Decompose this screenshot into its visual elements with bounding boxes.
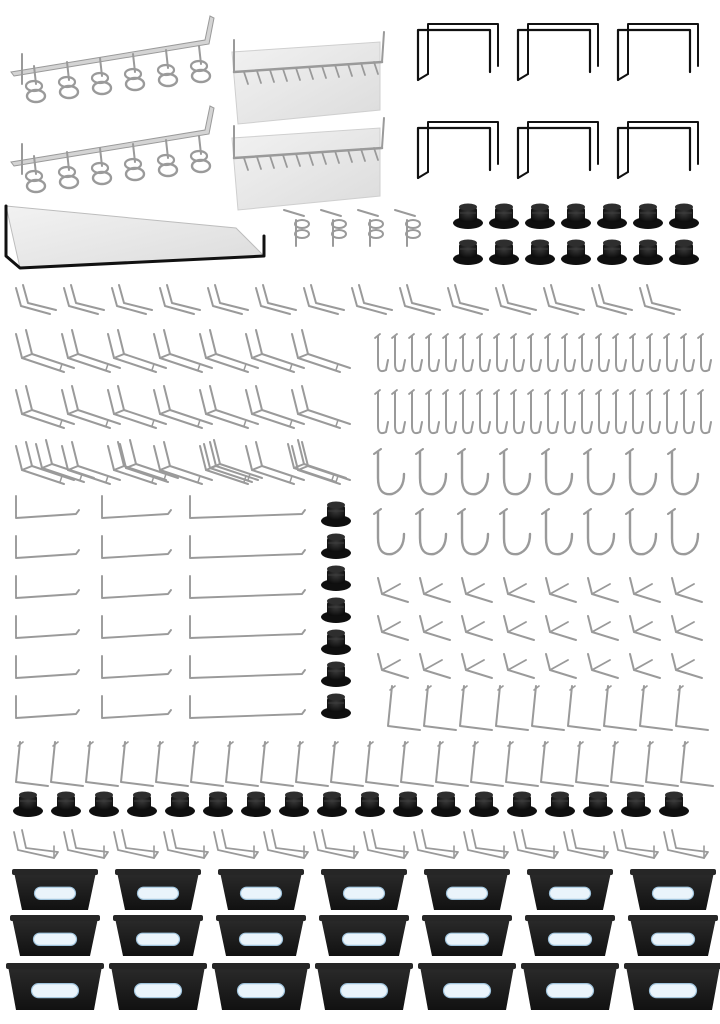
small-prong-hook (496, 285, 536, 314)
tall-l-hook (460, 686, 492, 730)
storage-bin (218, 869, 304, 910)
j-hook (494, 390, 507, 433)
tall-l-hook (401, 742, 433, 786)
tall-l-hook (121, 742, 153, 786)
tall-l-hook (640, 686, 672, 730)
angled-hook (672, 654, 702, 678)
angled-hook (546, 616, 576, 640)
tool-loop (164, 830, 208, 858)
j-hook (426, 334, 439, 371)
black-bin-bracket (518, 122, 598, 178)
angled-hook (588, 654, 618, 678)
tool-loop (14, 830, 58, 858)
u-hook-large (542, 509, 572, 554)
small-ring-hook (321, 210, 346, 246)
tray-shelf (6, 206, 264, 268)
black-bin-bracket (418, 122, 498, 178)
long-double-prong-hook (204, 440, 262, 482)
storage-bin (521, 963, 619, 1010)
small-prong-hook (448, 285, 488, 314)
tool-loop (214, 830, 258, 858)
pegboard-lock (545, 792, 575, 818)
angled-hook (630, 654, 660, 678)
angled-hook (420, 654, 450, 678)
pegboard-lock (89, 792, 119, 818)
tall-l-hook (261, 742, 293, 786)
tall-l-hook (16, 742, 48, 786)
pegboard-lock (393, 792, 423, 818)
l-hook (16, 536, 79, 558)
u-hook-large (374, 449, 404, 494)
j-hook (647, 390, 660, 433)
j-hook (392, 334, 405, 371)
angled-hook (504, 654, 534, 678)
j-hook (698, 390, 711, 433)
tall-l-hook (331, 742, 363, 786)
pegboard-lock (453, 240, 483, 266)
pegboard-lock (561, 204, 591, 230)
tall-l-hook (568, 686, 600, 730)
l-hook (16, 496, 79, 518)
small-prong-hook (112, 285, 152, 314)
l-hook (16, 576, 79, 598)
j-hook (443, 390, 456, 433)
j-hook (698, 334, 711, 371)
storage-bin (527, 869, 613, 910)
pegboard-lock (321, 630, 351, 656)
pegboard-lock (453, 204, 483, 230)
tool-loop (614, 830, 658, 858)
j-hook (613, 390, 626, 433)
pegboard-lock (507, 792, 537, 818)
tall-l-hook (424, 686, 456, 730)
angled-hook (504, 616, 534, 640)
u-hook-large (500, 449, 530, 494)
angled-hook (462, 654, 492, 678)
l-hook (102, 616, 171, 638)
pegboard-lock (633, 240, 663, 266)
angled-hook (630, 616, 660, 640)
tall-l-hook (388, 686, 420, 730)
angled-hook (420, 616, 450, 640)
u-hook-large (374, 509, 404, 554)
j-hook (545, 390, 558, 433)
storage-bin (109, 963, 207, 1010)
pegboard-lock (621, 792, 651, 818)
tool-loop (464, 830, 508, 858)
angled-hook (588, 578, 618, 602)
l-hook (190, 616, 305, 638)
comb-shelf-bracket (232, 32, 384, 124)
l-hook (102, 656, 171, 678)
storage-bin (212, 963, 310, 1010)
j-hook (681, 334, 694, 371)
pegboard-lock (51, 792, 81, 818)
storage-bin (6, 963, 104, 1010)
angled-hook (462, 578, 492, 602)
l-hook (102, 536, 171, 558)
l-hook (190, 696, 305, 718)
small-prong-hook (400, 285, 440, 314)
pegboard-lock (669, 204, 699, 230)
small-prong-hook (256, 285, 296, 314)
pegboard-lock (597, 204, 627, 230)
black-bin-bracket (618, 24, 698, 80)
l-hook (102, 696, 171, 718)
pegboard-lock (321, 566, 351, 592)
j-hook (596, 334, 609, 371)
l-hook (16, 696, 79, 718)
tall-l-hook (576, 742, 608, 786)
l-hook (16, 616, 79, 638)
small-ring-hook (284, 210, 309, 246)
pegboard-lock (321, 694, 351, 720)
small-prong-hook (352, 285, 392, 314)
small-prong-hook (544, 285, 584, 314)
tall-l-hook (296, 742, 328, 786)
u-hook-large (668, 449, 698, 494)
j-hook (579, 390, 592, 433)
small-prong-hook (304, 285, 344, 314)
j-hook (596, 390, 609, 433)
j-hook (613, 334, 626, 371)
pegboard-lock (279, 792, 309, 818)
j-hook (392, 390, 405, 433)
tool-loop (664, 830, 708, 858)
angled-hook (378, 654, 408, 678)
pegboard-lock (355, 792, 385, 818)
j-hook (409, 334, 422, 371)
tall-l-hook (86, 742, 118, 786)
u-hook-large (416, 509, 446, 554)
j-hook (664, 390, 677, 433)
tool-loop (114, 830, 158, 858)
storage-bin (418, 963, 516, 1010)
storage-bin (216, 915, 306, 956)
pegboard-lock (203, 792, 233, 818)
j-hook (579, 334, 592, 371)
j-hook (511, 334, 524, 371)
j-hook (426, 390, 439, 433)
storage-bin (321, 869, 407, 910)
long-double-prong-hook (292, 386, 350, 428)
tool-loop (64, 830, 108, 858)
j-hook (443, 334, 456, 371)
angled-hook (504, 578, 534, 602)
tall-l-hook (436, 742, 468, 786)
small-prong-hook (208, 285, 248, 314)
tall-l-hook (611, 742, 643, 786)
l-hook (190, 656, 305, 678)
l-hook (190, 536, 305, 558)
tall-l-hook (646, 742, 678, 786)
j-hook (647, 334, 660, 371)
storage-bin (628, 915, 718, 956)
j-hook (477, 390, 490, 433)
angled-hook (462, 616, 492, 640)
tall-l-hook (676, 686, 708, 730)
j-hook (409, 390, 422, 433)
l-hook (102, 496, 171, 518)
tall-l-hook (366, 742, 398, 786)
pegboard-lock (321, 598, 351, 624)
angled-hook (420, 578, 450, 602)
long-double-prong-hook (292, 330, 350, 372)
angled-hook (546, 654, 576, 678)
tool-loop (564, 830, 608, 858)
storage-bin (624, 963, 720, 1010)
j-hook (528, 334, 541, 371)
j-hook (494, 334, 507, 371)
tool-loop (514, 830, 558, 858)
pegboard-lock (633, 204, 663, 230)
j-hook (664, 334, 677, 371)
pegboard-lock (597, 240, 627, 266)
pegboard-lock (321, 534, 351, 560)
tall-l-hook (226, 742, 258, 786)
tall-l-hook (681, 742, 713, 786)
black-bin-bracket (618, 122, 698, 178)
j-hook (630, 334, 643, 371)
comb-shelf-bracket (232, 118, 384, 210)
angled-hook (672, 578, 702, 602)
pegboard-lock (489, 204, 519, 230)
pegboard-lock (561, 240, 591, 266)
u-hook-large (500, 509, 530, 554)
tall-l-hook (51, 742, 83, 786)
u-hook-large (458, 509, 488, 554)
j-hook (630, 390, 643, 433)
j-hook (562, 390, 575, 433)
small-prong-hook (160, 285, 200, 314)
pegboard-lock (431, 792, 461, 818)
tall-l-hook (506, 742, 538, 786)
tall-l-hook (496, 686, 528, 730)
black-bin-bracket (518, 24, 598, 80)
tool-loop (314, 830, 358, 858)
l-hook (16, 656, 79, 678)
j-hook (375, 390, 388, 433)
j-hook (511, 390, 524, 433)
double-ring-rack (11, 106, 214, 192)
pegboard-lock (241, 792, 271, 818)
small-prong-hook (64, 285, 104, 314)
pegboard-lock (127, 792, 157, 818)
tool-loop (414, 830, 458, 858)
small-ring-hook (358, 210, 383, 246)
storage-bin (424, 869, 510, 910)
storage-bin (10, 915, 100, 956)
pegboard-lock (489, 240, 519, 266)
pegboard-lock (317, 792, 347, 818)
pegboard-lock (13, 792, 43, 818)
storage-bin (12, 869, 98, 910)
j-hook (375, 334, 388, 371)
double-ring-rack (11, 16, 214, 102)
storage-bin (113, 915, 203, 956)
storage-bin (525, 915, 615, 956)
pegboard-lock (669, 240, 699, 266)
storage-bin (422, 915, 512, 956)
j-hook (460, 334, 473, 371)
storage-bin (115, 869, 201, 910)
tool-loop (264, 830, 308, 858)
tall-l-hook (541, 742, 573, 786)
pegboard-lock (525, 240, 555, 266)
u-hook-large (626, 449, 656, 494)
u-hook-large (584, 449, 614, 494)
small-prong-hook (640, 285, 680, 314)
small-prong-hook (592, 285, 632, 314)
angled-hook (546, 578, 576, 602)
angled-hook (672, 616, 702, 640)
l-hook (102, 576, 171, 598)
u-hook-large (626, 509, 656, 554)
u-hook-large (542, 449, 572, 494)
small-prong-hook (16, 285, 56, 314)
storage-bin (319, 915, 409, 956)
tall-l-hook (604, 686, 636, 730)
tall-l-hook (191, 742, 223, 786)
pegboard-lock (583, 792, 613, 818)
pegboard-lock (525, 204, 555, 230)
storage-bin (630, 869, 716, 910)
storage-bin (315, 963, 413, 1010)
l-hook (190, 576, 305, 598)
u-hook-large (458, 449, 488, 494)
pegboard-lock (165, 792, 195, 818)
j-hook (681, 390, 694, 433)
pegboard-lock (321, 502, 351, 528)
tall-l-hook (156, 742, 188, 786)
pegboard-lock (659, 792, 689, 818)
tool-loop (364, 830, 408, 858)
small-ring-hook (395, 210, 420, 246)
pegboard-lock (321, 662, 351, 688)
j-hook (545, 334, 558, 371)
angled-hook (378, 578, 408, 602)
j-hook (528, 390, 541, 433)
j-hook (477, 334, 490, 371)
u-hook-large (584, 509, 614, 554)
tall-l-hook (471, 742, 503, 786)
u-hook-large (416, 449, 446, 494)
u-hook-large (668, 509, 698, 554)
l-hook (190, 496, 305, 518)
angled-hook (630, 578, 660, 602)
black-bin-bracket (418, 24, 498, 80)
pegboard-lock (469, 792, 499, 818)
tall-l-hook (532, 686, 564, 730)
angled-hook (588, 616, 618, 640)
angled-hook (378, 616, 408, 640)
j-hook (460, 390, 473, 433)
j-hook (562, 334, 575, 371)
